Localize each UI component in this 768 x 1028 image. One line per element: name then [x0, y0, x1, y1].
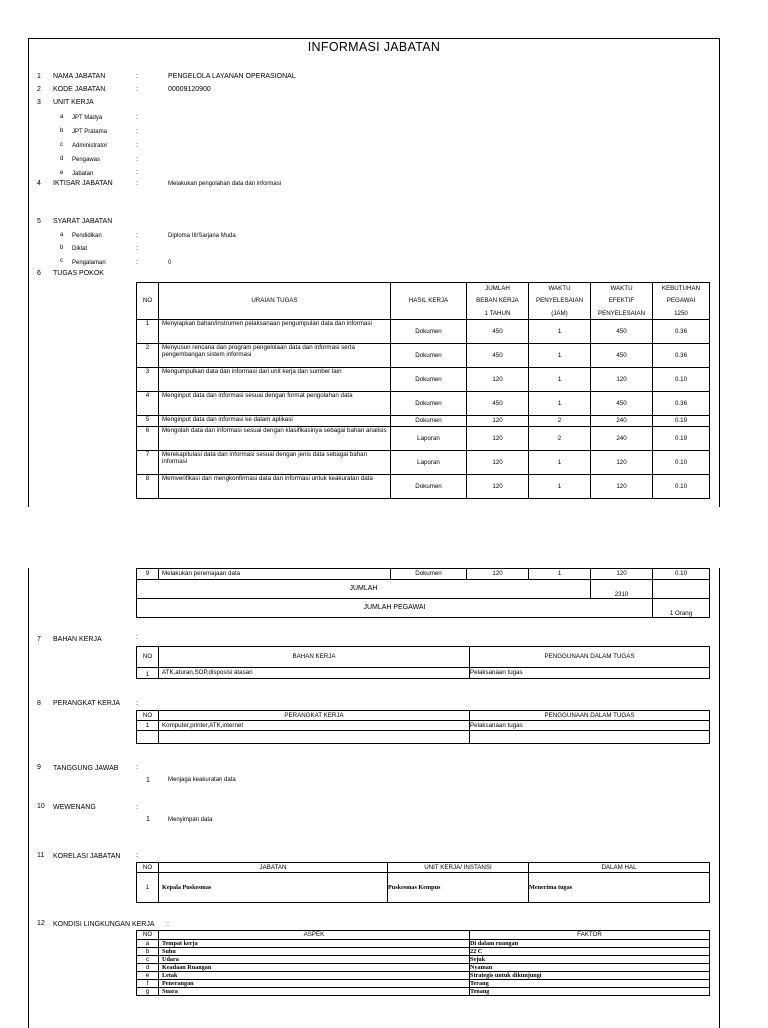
cell-waktu: 2 — [529, 427, 591, 451]
header-line: 1250 — [674, 309, 688, 317]
col-header-waktu-efektif — [591, 283, 653, 320]
cell-aspek: Tempat kerja — [159, 940, 470, 948]
field-no: 5 — [37, 218, 41, 225]
sub-label: Administrator — [72, 143, 108, 149]
field-label-tugas-pokok: TUGAS POKOK — [53, 270, 104, 277]
cell-no: 5 — [137, 416, 159, 427]
cell-uraian: Menginput data dan informasi sesuai dengan format pengolahan data — [159, 392, 391, 416]
cell-unit: Puskesmas Kempus — [388, 873, 529, 903]
tugas-table — [136, 282, 710, 499]
colon: : — [136, 73, 138, 80]
cell-waktu: 1 — [529, 475, 591, 499]
jumlah-pegawai-row — [137, 599, 710, 618]
cell-waktu: 1 — [529, 392, 591, 416]
field-no: 10 — [37, 803, 45, 810]
cell-jumlah: 120 — [467, 569, 529, 580]
cell-aspek: Udara — [159, 956, 470, 964]
field-no: 8 — [37, 700, 41, 707]
field-label-wewenang: WEWENANG — [53, 804, 96, 811]
table-row — [137, 427, 710, 451]
sub-letter: b — [60, 128, 64, 134]
field-label-perangkat-kerja: PERANGKAT KERJA — [53, 700, 121, 707]
colon: : — [136, 259, 138, 266]
item-no: 1 — [146, 816, 150, 823]
colon: : — [167, 921, 169, 928]
field-label-korelasi: KORELASI JABATAN — [53, 853, 121, 860]
perangkat-kerja-table — [136, 710, 710, 744]
empty-cell — [159, 731, 470, 744]
cell-no: 9 — [137, 569, 159, 580]
field-no: 3 — [37, 99, 41, 106]
field-label-ikhtisar: IKTISAR JABATAN — [53, 180, 113, 187]
col-header-perangkat: PERANGKAT KERJA — [159, 711, 470, 721]
header-line: WAKTU — [610, 284, 633, 292]
cell-waktu: 1 — [529, 451, 591, 475]
cell-efektif: 450 — [591, 344, 653, 368]
cell-no: 3 — [137, 368, 159, 392]
cell-faktor: Tenang — [470, 988, 710, 996]
sub-label: Pengawas — [72, 157, 101, 163]
table-row — [137, 668, 710, 679]
item-no: 1 — [146, 777, 150, 784]
field-label-kondisi: KONDISI LINGKUNGAN KERJA — [53, 921, 155, 928]
field-value-ikhtisar: Melakukan pengolahan data dan informasi — [168, 181, 282, 187]
cell-efektif: 120 — [591, 569, 653, 580]
sub-label: Diklat — [72, 246, 88, 252]
table-row — [137, 980, 710, 988]
cell-no: 2 — [137, 344, 159, 368]
cell-faktor: Terang — [470, 980, 710, 988]
cell-hasil: Dokumen — [391, 569, 467, 580]
cell-penggunaan: Pelaksanaan tugas — [470, 721, 710, 731]
cell-jumlah: 120 — [467, 475, 529, 499]
colon: : — [136, 169, 138, 176]
table-header-row — [137, 283, 710, 320]
cell-uraian: Merekapitulasi data dan informasi sesuai dengan jenis data sebagai bahan informasi — [159, 451, 391, 475]
col-header-faktor: FAKTOR — [470, 931, 710, 940]
header-line: PENYELESAIAN — [597, 309, 646, 317]
table-row — [137, 368, 710, 392]
table-header-row — [137, 863, 710, 873]
cell-kebutuhan: 0.10 — [653, 368, 710, 392]
colon: : — [136, 232, 138, 239]
cell-faktor: Sejuk — [470, 956, 710, 964]
table-row — [137, 873, 710, 903]
cell-uraian: Menyiapkan bahan/instrumen pelaksanaan pengumpulan data dan informasi — [159, 320, 391, 344]
cell-faktor: 22 C — [470, 948, 710, 956]
col-header-aspek: ASPEK — [159, 931, 470, 940]
cell-efektif: 120 — [591, 475, 653, 499]
empty-cell — [653, 580, 710, 599]
colon: : — [136, 700, 138, 707]
cell-no: 1 — [137, 721, 159, 731]
cell-hasil: Dokumen — [391, 344, 467, 368]
cell-waktu: 1 — [529, 320, 591, 344]
sub-label: JPT Pratama — [72, 129, 107, 135]
cell-kebutuhan: 0.36 — [653, 392, 710, 416]
cell-efektif: 450 — [591, 320, 653, 344]
cell-efektif: 450 — [591, 392, 653, 416]
table-row — [137, 948, 710, 956]
cell-waktu: 1 — [529, 368, 591, 392]
cell-jabatan: Kepala Puskesmas — [159, 873, 388, 903]
cell-efektif: 240 — [591, 427, 653, 451]
col-header-no: NO — [137, 863, 159, 873]
cell-no: f — [137, 980, 159, 988]
col-header-unit: UNIT KERJA/ INSTANSI — [388, 863, 529, 873]
table-row — [137, 475, 710, 499]
table-row — [137, 940, 710, 948]
header-line: (JAM) — [551, 309, 568, 317]
cell-aspek: Suhu — [159, 948, 470, 956]
jumlah-value: 2310 — [591, 580, 653, 599]
cell-perangkat: Komputer,printer,ATK,internet — [159, 721, 470, 731]
field-value-kode-jabatan: 00009120900 — [168, 86, 211, 93]
cell-no: a — [137, 940, 159, 948]
jumlah-label: JUMLAH — [137, 580, 591, 599]
cell-uraian: Menginput data dan informasi ke dalam aplikasi — [159, 416, 391, 427]
table-row — [137, 964, 710, 972]
col-header-jumlah — [467, 283, 529, 320]
table-row — [137, 416, 710, 427]
cell-uraian: Melakukan peremajaan data — [159, 569, 391, 580]
col-header-no: NO — [137, 283, 159, 320]
table-header-row — [137, 711, 710, 721]
table-row — [137, 972, 710, 980]
cell-no: c — [137, 956, 159, 964]
cell-kebutuhan: 0.19 — [653, 427, 710, 451]
cell-hasil: Dokumen — [391, 320, 467, 344]
col-header-no: NO — [137, 711, 159, 721]
cell-jumlah: 120 — [467, 451, 529, 475]
cell-no: 7 — [137, 451, 159, 475]
table-row — [137, 988, 710, 996]
cell-waktu: 2 — [529, 416, 591, 427]
sub-letter: c — [60, 258, 63, 264]
cell-penggunaan: Pelaksanaan tugas — [470, 668, 710, 679]
table-row — [137, 721, 710, 731]
field-label-nama-jabatan: NAMA JABATAN — [53, 73, 106, 80]
empty-cell — [137, 731, 159, 744]
field-no: 7 — [37, 636, 41, 643]
cell-kebutuhan: 0.36 — [653, 320, 710, 344]
cell-efektif: 120 — [591, 451, 653, 475]
colon: : — [136, 804, 138, 811]
cell-hal: Menerima tugas — [529, 873, 710, 903]
col-header-waktu-penyelesaian — [529, 283, 591, 320]
col-header-bahan: BAHAN KERJA — [159, 647, 470, 668]
field-no: 12 — [37, 920, 45, 927]
col-header-jabatan: JABATAN — [159, 863, 388, 873]
col-header-uraian: URAIAN TUGAS — [159, 283, 391, 320]
cell-kebutuhan: 0.19 — [653, 416, 710, 427]
cell-uraian: Memverifikasi dan mengkonfirmasi data dan informasi untuk keakuratan data — [159, 475, 391, 499]
col-header-penggunaan: PENGGUNAAN DALAM TUGAS — [470, 711, 710, 721]
colon: : — [136, 180, 138, 187]
kondisi-table — [136, 930, 710, 996]
cell-bahan: ATK,aturan,SOP,disposisi atasan — [159, 668, 470, 679]
field-no: 6 — [37, 270, 41, 277]
colon: : — [136, 156, 138, 163]
cell-kebutuhan: 0.10 — [653, 569, 710, 580]
cell-jumlah: 120 — [467, 368, 529, 392]
cell-no: 1 — [137, 668, 159, 679]
cell-kebutuhan: 0.36 — [653, 344, 710, 368]
jumlah-pegawai-label: JUMLAH PEGAWAI — [137, 599, 653, 618]
cell-no: 1 — [137, 320, 159, 344]
sub-letter: d — [60, 156, 64, 162]
field-no: 1 — [37, 73, 41, 80]
table-row — [137, 392, 710, 416]
tugas-table-continued — [136, 568, 710, 618]
cell-efektif: 120 — [591, 368, 653, 392]
sub-letter: a — [60, 232, 64, 238]
wewenang-value: Menyimpan data — [168, 817, 213, 823]
field-label-unit-kerja: UNIT KERJA — [53, 99, 94, 106]
cell-no: d — [137, 964, 159, 972]
table-row — [137, 956, 710, 964]
colon: : — [136, 128, 138, 135]
header-line: EFEKTIF — [608, 297, 635, 305]
cell-hasil: Dokumen — [391, 368, 467, 392]
cell-aspek: Keadaan Ruangan — [159, 964, 470, 972]
table-header-row — [137, 647, 710, 668]
table-row — [137, 569, 710, 580]
field-label-tanggung-jawab: TANGGUNG JAWAB — [53, 765, 119, 772]
cell-jumlah: 450 — [467, 344, 529, 368]
col-header-kebutuhan — [653, 283, 710, 320]
empty-cell — [470, 731, 710, 744]
cell-kebutuhan: 0.10 — [653, 475, 710, 499]
field-no: 11 — [37, 852, 45, 859]
field-label-bahan-kerja: BAHAN KERJA — [53, 636, 102, 643]
sub-label: Jabatan — [72, 171, 94, 177]
cell-kebutuhan: 0.10 — [653, 451, 710, 475]
cell-no: e — [137, 972, 159, 980]
cell-no: 1 — [137, 873, 159, 903]
document-page-2 — [28, 568, 720, 1028]
page-gap — [0, 507, 768, 567]
cell-uraian: Mengumpulkan data dan informasi dari unit kerja dan sumber lain — [159, 368, 391, 392]
cell-aspek: Letak — [159, 972, 470, 980]
colon: : — [136, 245, 138, 252]
field-value-pengalaman: 0 — [168, 260, 172, 266]
page-title: INFORMASI JABATAN — [307, 40, 441, 54]
col-header-no: NO — [137, 647, 159, 668]
jumlah-pegawai-value: 1 Orang — [653, 599, 710, 618]
header-line: BEBAN KERJA — [476, 297, 519, 305]
cell-jumlah: 120 — [467, 416, 529, 427]
document-page-1 — [28, 38, 720, 507]
colon: : — [136, 114, 138, 121]
cell-waktu: 1 — [529, 569, 591, 580]
bahan-kerja-table — [136, 646, 710, 679]
table-row — [137, 731, 710, 744]
col-header-hasil: HASIL KERJA — [391, 283, 467, 320]
table-row — [137, 451, 710, 475]
cell-no: g — [137, 988, 159, 996]
field-no: 2 — [37, 86, 41, 93]
field-no: 4 — [37, 180, 41, 187]
colon: : — [136, 764, 138, 771]
cell-jumlah: 120 — [467, 427, 529, 451]
cell-faktor: Nyaman — [470, 964, 710, 972]
header-line: KEBUTUHAN — [661, 284, 701, 292]
sub-label: Pengalaman — [72, 260, 106, 266]
cell-no: 8 — [137, 475, 159, 499]
table-row — [137, 344, 710, 368]
table-row — [137, 320, 710, 344]
sub-letter: a — [60, 114, 64, 120]
cell-hasil: Dokumen — [391, 416, 467, 427]
sub-label: JPT Madya — [72, 115, 103, 121]
header-line: JUMLAH — [485, 284, 510, 292]
jumlah-row — [137, 580, 710, 599]
cell-hasil: Laporan — [391, 451, 467, 475]
colon: : — [136, 142, 138, 149]
korelasi-table — [136, 862, 710, 903]
cell-no: 4 — [137, 392, 159, 416]
sub-letter: b — [60, 245, 64, 251]
colon: : — [136, 86, 138, 93]
cell-faktor: Di dalam ruangan — [470, 940, 710, 948]
cell-uraian: Mengolah data dan informasi sesuai dengan klasifikasinya sebagai bahan analisis — [159, 427, 391, 451]
cell-efektif: 240 — [591, 416, 653, 427]
cell-no: b — [137, 948, 159, 956]
field-no: 9 — [37, 764, 41, 771]
sub-letter: e — [60, 170, 64, 176]
cell-waktu: 1 — [529, 344, 591, 368]
col-header-no: NO — [137, 931, 159, 940]
cell-no: 6 — [137, 427, 159, 451]
header-line: 1 TAHUN — [484, 309, 511, 317]
field-label-kode-jabatan: KODE JABATAN — [53, 86, 106, 93]
cell-jumlah: 450 — [467, 320, 529, 344]
sub-label: Pendidikan — [72, 233, 102, 239]
header-line: PEGAWAI — [666, 297, 696, 305]
cell-jumlah: 450 — [467, 392, 529, 416]
header-line: WAKTU — [548, 284, 571, 292]
col-header-penggunaan: PENGGUNAAN DALAM TUGAS — [470, 647, 710, 668]
cell-hasil: Dokumen — [391, 475, 467, 499]
sub-letter: c — [60, 142, 63, 148]
field-value-nama-jabatan: PENGELOLA LAYANAN OPERASIONAL — [168, 73, 296, 80]
header-line: PENYELESAIAN — [535, 297, 584, 305]
col-header-hal: DALAM HAL — [529, 863, 710, 873]
tanggung-jawab-value: Menjaga keakuratan data — [168, 777, 236, 783]
field-value-pendidikan: Diploma III/Sarjana Muda — [168, 233, 236, 239]
cell-aspek: Suara — [159, 988, 470, 996]
cell-aspek: Penerangan — [159, 980, 470, 988]
cell-faktor: Strategis untuk dikunjungi — [470, 972, 710, 980]
cell-hasil: Dokumen — [391, 392, 467, 416]
field-label-syarat: SYARAT JABATAN — [53, 218, 113, 225]
cell-uraian: Menyusun rencana dan program pengelolaan data dan informasi serta pengembangan sistem informasi — [159, 344, 391, 368]
cell-hasil: Laporan — [391, 427, 467, 451]
colon: : — [136, 852, 138, 859]
table-header-row — [137, 931, 710, 940]
colon: : — [136, 634, 138, 641]
